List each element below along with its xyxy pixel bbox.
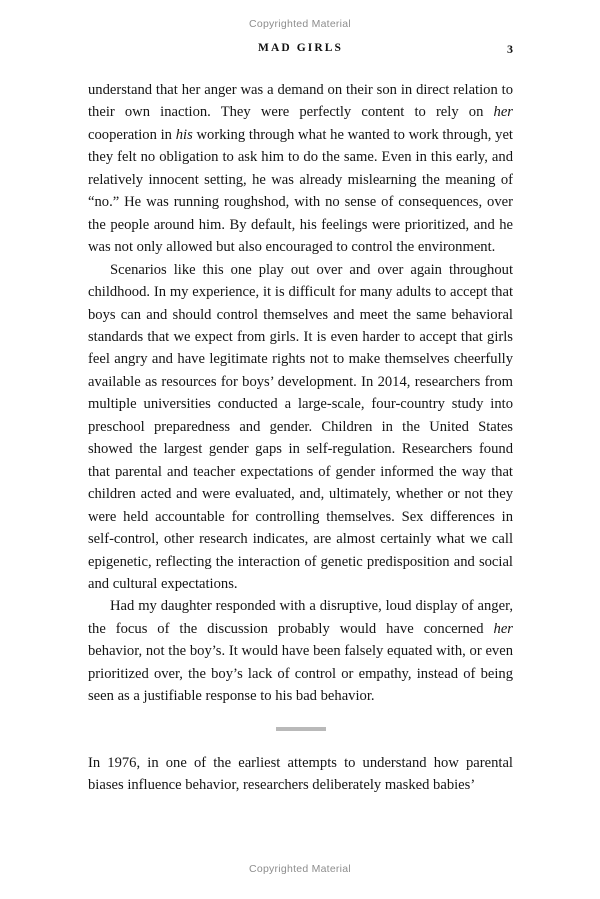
running-head — [88, 42, 513, 58]
paragraph-4: In 1976, in one of the earliest attempts to understand how parental biases influence behavior, researchers deliberately masked babies’ — [88, 754, 513, 794]
section-divider — [88, 708, 513, 752]
body-text-column — [88, 79, 513, 797]
page-number: 3 — [507, 42, 513, 56]
copyright-watermark-top: Copyrighted Material — [249, 18, 351, 30]
paragraph-3: Had my daughter responded with a disruptive, loud display of anger, the focus of the discussion probably would have concerned her behavior, not the boy’s. It would have been falsely equated with, or even prioritized over, the boy’s lack of control or empathy, instead of being seen as a justifiable response to his bad behavior. — [88, 598, 513, 705]
horizontal-rule-icon — [276, 727, 326, 731]
copyright-watermark-bottom: Copyrighted Material — [249, 863, 351, 875]
running-head-title: MAD GIRLS — [257, 42, 344, 54]
paragraph-1: understand that her anger was a demand on their son in direct relation to their own inaction. They were perfectly content to rely on her cooperation in his working through what he wanted to work through, yet they felt no obligation to ask him to do the same. Even in this early, and relatively innocent setting, he was already mislearning the meaning of “no.” He was running roughshod, with no sense of consequences, over the people around him. By default, his feelings were prioritized, and he was not only allowed but also encouraged to control the environment. — [88, 82, 513, 256]
paragraph-2: Scenarios like this one play out over and over again throughout childhood. In my experience, it is difficult for many adults to accept that boys can and should control themselves and meet the same behavioral standards that we expect from girls. It is even harder to accept that girls feel angry and have legitimate rights not to make themselves cheerfully available as resources for boys’ development. In 2014, researchers from multiple universities conducted a large-scale, four-country study into preschool preparedness and gender. Children in the United States showed the largest gender gaps in self-regulation. Researchers found that parental and teacher expectations of gender informed the way that children acted and were evaluated, and, ultimately, whether or not they were held accountable for controlling themselves. Sex differences in self-control, other research indicates, are almost certainly what we call epigenetic, reflecting the interaction of genetic predisposition and social and cultural expectations. — [88, 261, 513, 592]
